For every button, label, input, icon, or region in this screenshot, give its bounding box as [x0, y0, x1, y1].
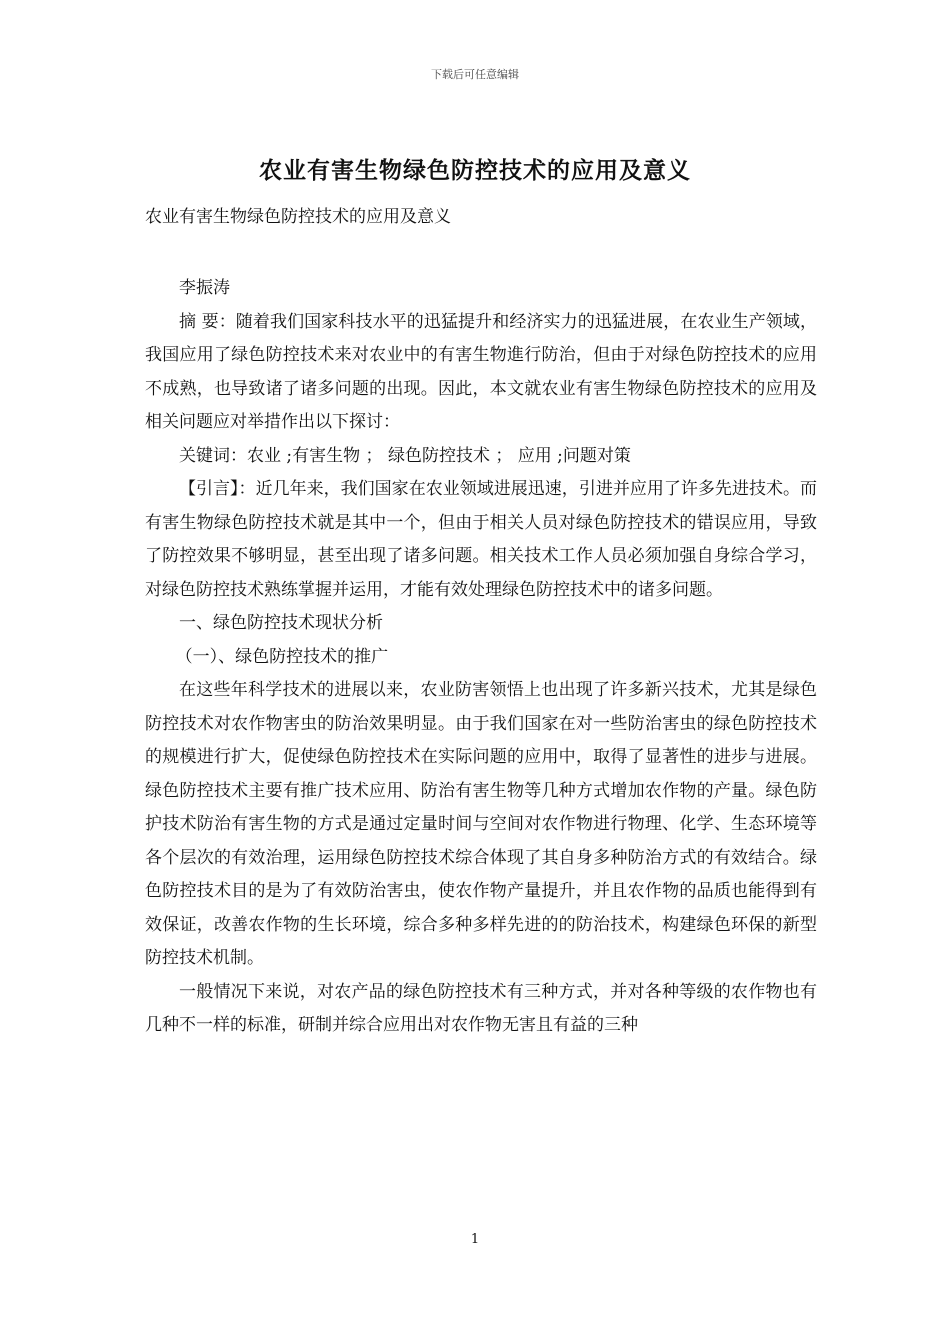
header-note: 下载后可任意编辑 — [431, 68, 519, 81]
document-body — [145, 272, 817, 1043]
intro-paragraph: 【引言】：近几年来，我们国家在农业领域进展迅速，引进并应用了许多先进技术。而有害生物绿色防控技术就是其中一个，但由于相关人员对绿色防控技术的错误应用，导致了防控效果不够明显，甚至出现了诸多问题。相关技术工作人员必须加强自身综合学习，对绿色防控技术熟练掌握并运用，才能有效处理绿色防控技术中的诸多问题。 — [145, 479, 817, 600]
document-subtitle: 农业有害生物绿色防控技术的应用及意义 — [145, 207, 451, 227]
body-paragraph-1: 在这些年科学技术的进展以来，农业防害领悟上也出现了许多新兴技术，尤其是绿色防控技术对农作物害虫的防治效果明显。由于我们国家在对一些防治害虫的绿色防控技术的规模进行扩大，促使绿色防控技术在实际问题的应用中，取得了显著性的进步与进展。绿色防控技术主要有推广技术应用、防治有害生物等几种方式增加农作物的产量。绿色防护技术防治有害生物的方式是通过定量时间与空间对农作物进行物理、化学、生态环境等各个层次的有效治理，运用绿色防控技术综合体现了其自身多种防治方式的有效结合。绿色防控技术目的是为了有效防治害虫，使农作物产量提升，并且农作物的品质也能得到有效保证，改善农作物的生长环境，综合多种多样先进的的防治技术，构建绿色环保的新型防控技术机制。 — [145, 680, 817, 968]
subsection-heading-1: （一）、绿色防控技术的推广 — [175, 646, 389, 667]
abstract-paragraph: 摘 要：随着我们国家科技水平的迅猛提升和经济实力的迅猛进展，在农业生产领域，我国应用了绿色防控技术来对农业中的有害生物進行防治，但由于对绿色防控技术的应用不成熟，也导致诸了诸多问题的出现。因此，本文就农业有害生物绿色防控技术的应用及相关问题应对举措作出以下探讨： — [145, 311, 817, 432]
page-number: 1 — [470, 1232, 480, 1247]
body-paragraph-2: 一般情况下来说，对农产品的绿色防控技术有三种方式，并对各种等级的农作物也有几种不一样的标准，研制并综合应用出对农作物无害且有益的三种 — [145, 981, 817, 1035]
document-title: 农业有害生物绿色防控技术的应用及意义 — [259, 157, 691, 184]
author-line: 李振涛 — [179, 278, 230, 298]
section-heading-1: 一、绿色防控技术现状分析 — [179, 613, 383, 633]
keywords-line: 关键词：农业 ;有害生物 ； 绿色防控技术 ； 应用 ;问题对策 — [179, 445, 631, 466]
